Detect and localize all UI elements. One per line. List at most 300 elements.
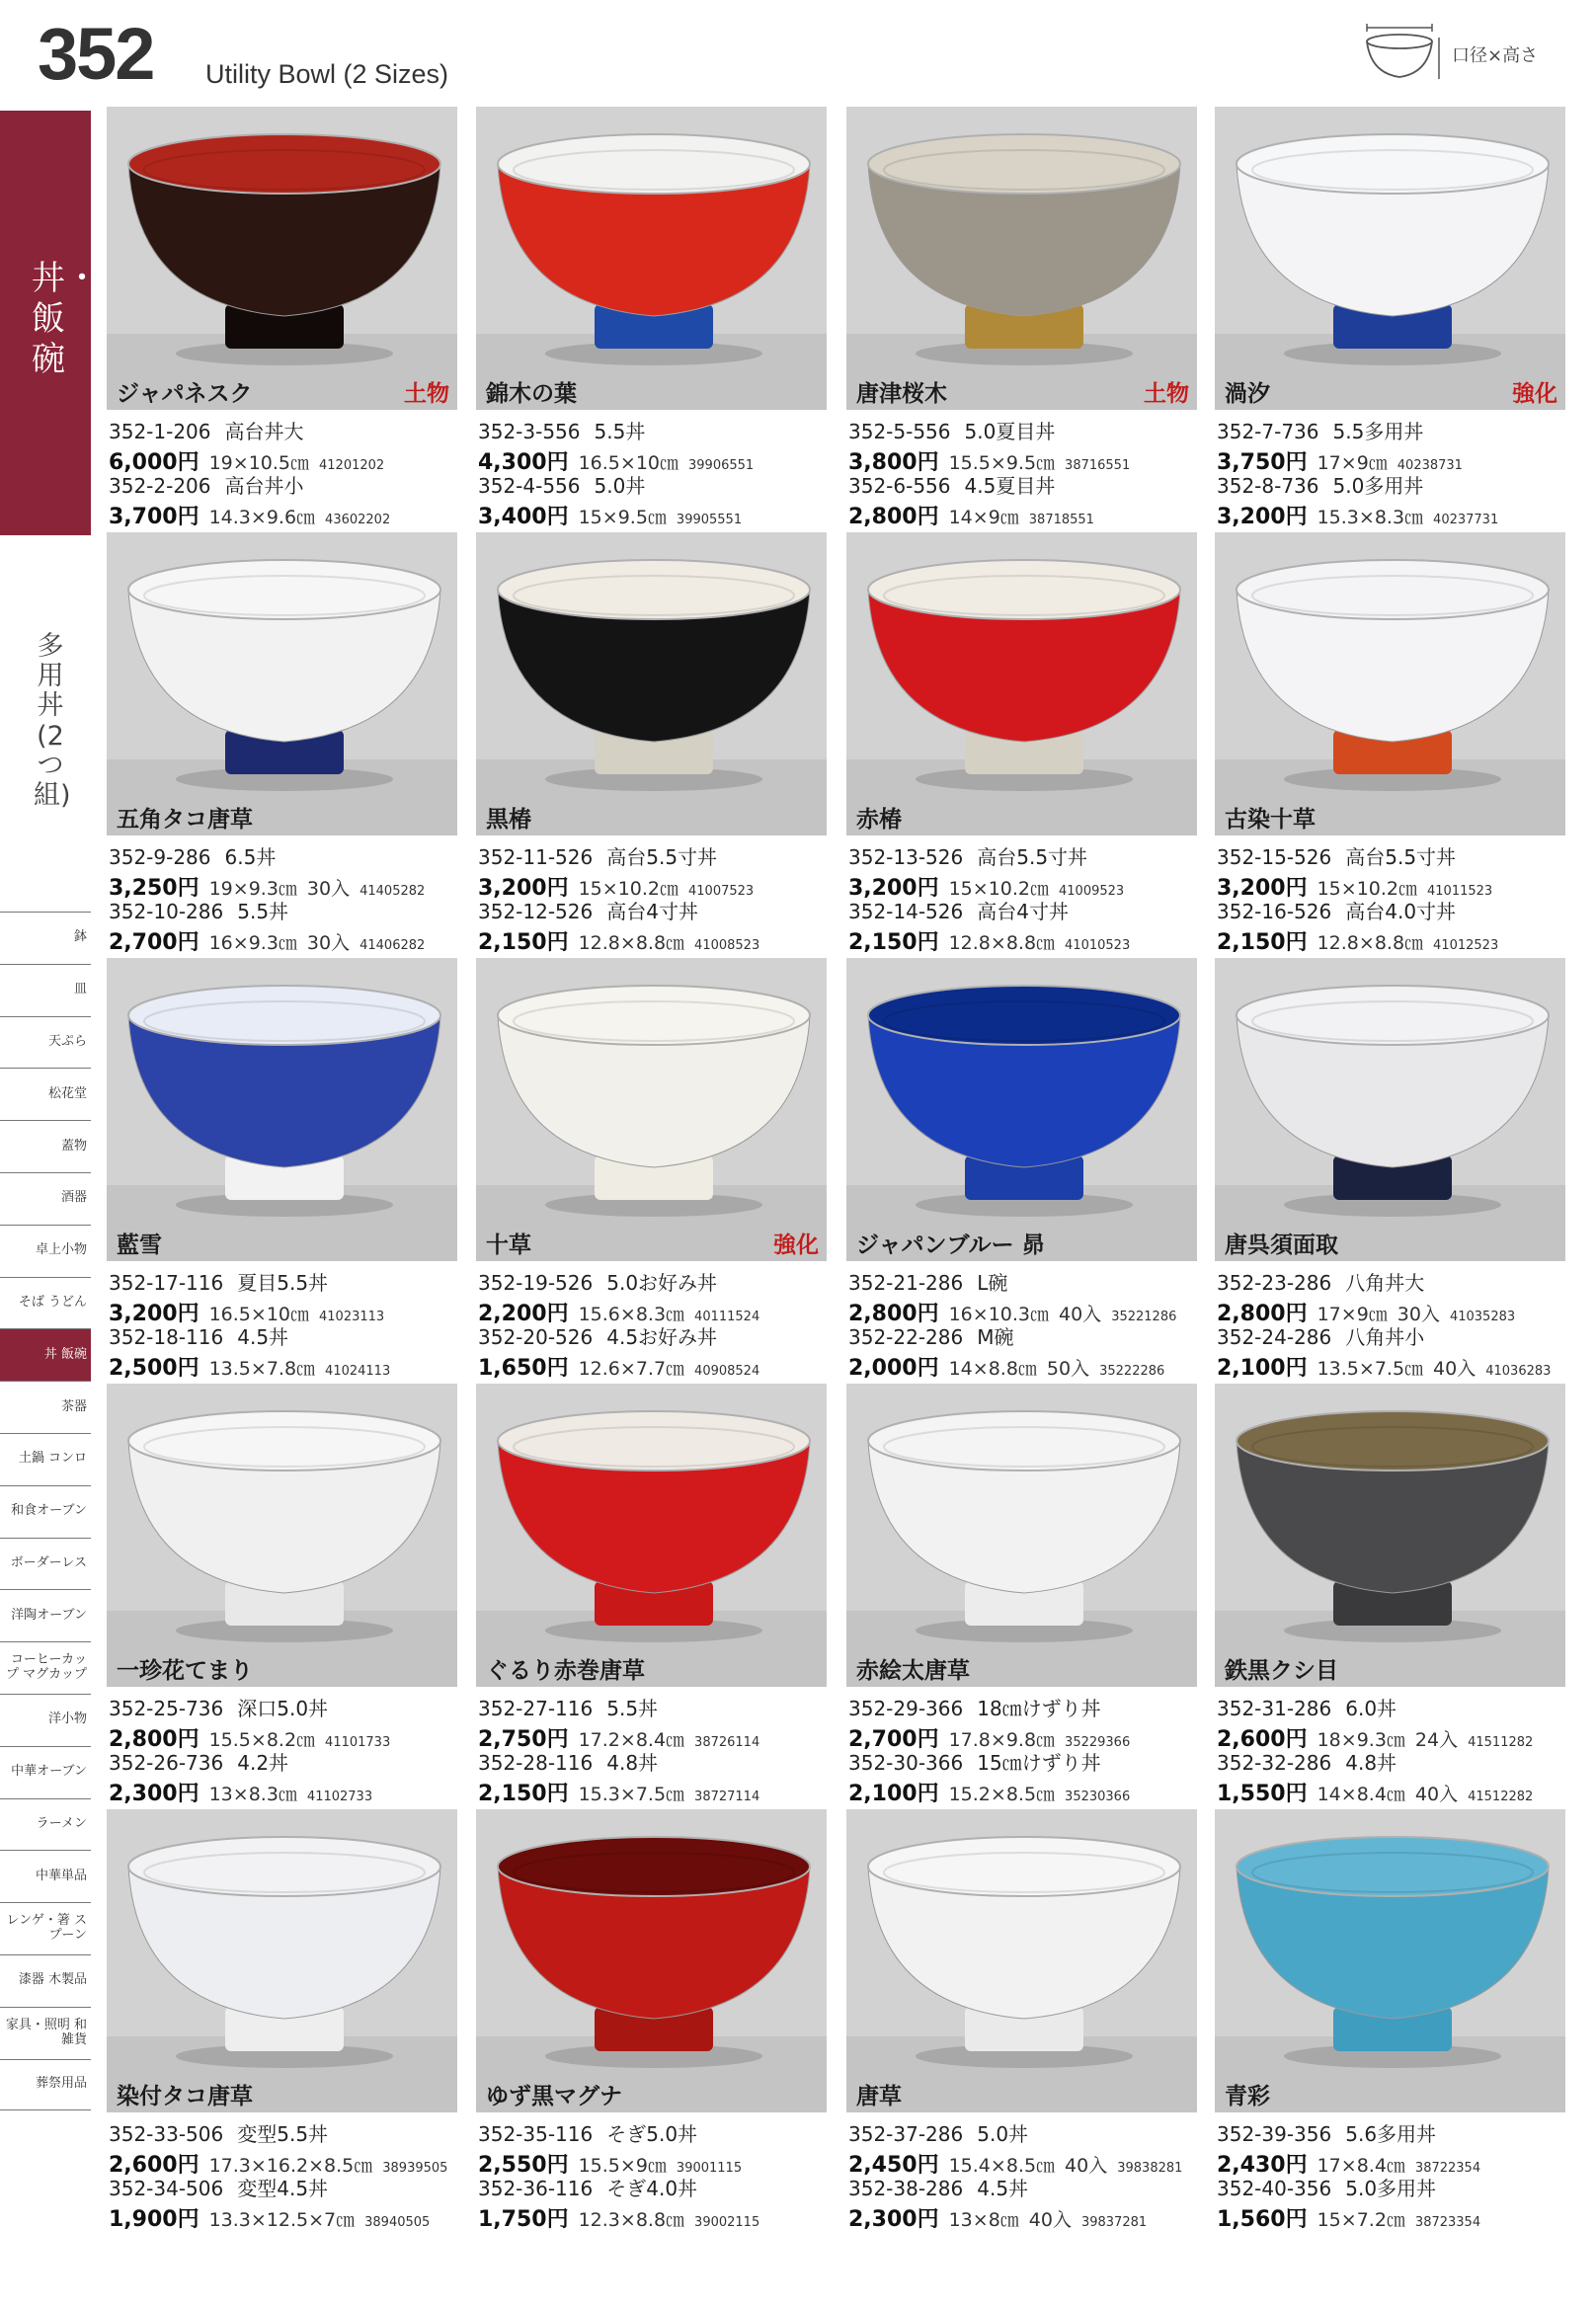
product-variant [1217,416,1572,476]
sidebar-index-item[interactable]: ラーメン [0,1798,91,1851]
product-card[interactable] [846,1384,1197,1808]
product-card[interactable] [1215,1809,1565,2234]
variant-code: 352-20-526 [478,1325,594,1349]
variant-code: 352-30-366 [848,1751,964,1775]
product-photo[interactable] [476,1384,827,1687]
variant-description: 高台5.5寸丼 [1345,845,1457,869]
variant-price: 4,300円 [478,450,569,475]
variant-description: 4.8丼 [1345,1751,1397,1775]
product-variant [1217,2173,1572,2233]
variant-description: 高台5.5寸丼 [606,845,718,869]
variant-size: 13.5×7.8㎝ [208,1358,316,1380]
product-variant [478,2173,834,2233]
sidebar-index-item[interactable]: 漆器 木製品 [0,1954,91,2007]
variant-description: 5.0丼 [977,2122,1029,2146]
variant-size: 15.6×8.3㎝ [578,1304,685,1325]
variant-size: 13.5×7.5㎝ [1317,1358,1424,1380]
variant-product-code: 41010523 [1065,938,1131,953]
bowl-dimension-icon [1357,22,1446,91]
variant-pack-quantity: 40入 [1028,2209,1072,2231]
variant-product-code: 39905551 [676,513,743,527]
product-card[interactable] [476,1384,827,1808]
product-variant [478,470,834,530]
variant-size: 12.8×8.8㎝ [948,932,1056,954]
variant-code: 352-23-286 [1217,1271,1332,1295]
variant-size: 16.5×10㎝ [208,1304,309,1325]
variant-description: 4.2丼 [237,1751,289,1775]
variant-product-code: 41024113 [325,1364,391,1379]
product-variant [109,1747,464,1807]
product-photo[interactable] [476,958,827,1261]
sidebar-index-item[interactable]: 卓上小物 [0,1225,91,1277]
variant-code: 352-1-206 [109,420,211,443]
page-number: 352 [38,13,154,95]
variant-price: 3,200円 [848,876,939,901]
product-variant [1217,470,1572,530]
variant-description: 変型4.5丼 [237,2177,329,2200]
product-variant [478,2118,834,2179]
sidebar-index-item[interactable]: 中華オーブン [0,1746,91,1798]
variant-price: 3,200円 [109,1302,200,1326]
variant-size: 14×9㎝ [948,507,1019,528]
product-variant [109,1321,464,1382]
product-card[interactable] [107,958,457,1383]
variant-product-code: 40908524 [694,1364,760,1379]
product-photo[interactable] [846,1384,1197,1687]
product-variant [848,470,1204,530]
variant-size: 15×10.2㎝ [578,878,678,900]
variant-code: 352-11-526 [478,845,594,869]
variant-size: 16.5×10㎝ [578,452,678,474]
variant-product-code: 38716551 [1065,458,1131,473]
sidebar-index-item[interactable]: 家具・照明 和雑貨 [0,2007,91,2059]
page-title: Utility Bowl (2 Sizes) [205,59,449,89]
product-variant [109,416,464,476]
variant-description: 5.6多用丼 [1345,2122,1437,2146]
variant-size: 17.2×8.4㎝ [578,1729,685,1751]
product-photo[interactable] [846,532,1197,835]
variant-code: 352-34-506 [109,2177,224,2200]
product-variant [109,2118,464,2179]
variant-size: 15.4×8.5㎝ [948,2155,1056,2177]
product-card[interactable] [1215,1384,1565,1808]
variant-size: 17×8.4㎝ [1317,2155,1405,2177]
variant-code: 352-10-286 [109,900,224,923]
sidebar-index-item[interactable]: 土鍋 コンロ [0,1433,91,1485]
dimension-legend [1357,22,1555,91]
bowl-illustration [107,107,457,410]
variant-price: 3,400円 [478,505,569,529]
variant-code: 352-27-116 [478,1697,594,1720]
variant-price: 2,430円 [1217,2153,1308,2178]
variant-product-code: 41101733 [325,1735,391,1750]
variant-description: 5.0多用丼 [1345,2177,1437,2200]
variant-code: 352-8-736 [1217,474,1319,498]
bowl-illustration [107,1809,457,2112]
variant-product-code: 41007523 [688,884,755,899]
variant-price: 1,750円 [478,2207,569,2232]
product-card[interactable] [1215,532,1565,957]
product-variant [478,1267,834,1327]
sidebar-index-item[interactable]: ボーダーレス [0,1538,91,1590]
variant-code: 352-9-286 [109,845,211,869]
variant-size: 15×9.5㎝ [578,507,667,528]
product-variant [109,841,464,902]
bowl-illustration [1215,1809,1565,2112]
product-photo[interactable] [107,1384,457,1687]
variant-product-code: 40237731 [1433,513,1499,527]
sidebar-index-item[interactable]: 天ぷら [0,1016,91,1069]
variant-product-code: 41036283 [1485,1364,1552,1379]
variant-description: 変型5.5丼 [237,2122,329,2146]
variant-price: 2,150円 [848,930,939,955]
variant-price: 2,100円 [848,1782,939,1806]
sidebar-index-item[interactable]: 鉢 [0,912,91,964]
bowl-illustration [107,532,457,835]
variant-code: 352-15-526 [1217,845,1332,869]
variant-product-code: 41201202 [319,458,385,473]
product-card[interactable] [846,107,1197,531]
variant-size: 12.8×8.8㎝ [578,932,685,954]
product-name: ジャパンブルー 昴 [856,1233,1045,1258]
variant-product-code: 41011523 [1427,884,1493,899]
variant-pack-quantity: 30入 [306,878,351,900]
variant-product-code: 39838281 [1117,2161,1183,2176]
variant-price: 6,000円 [109,450,200,475]
variant-product-code: 35229366 [1065,1735,1131,1750]
variant-size: 15×10.2㎝ [1317,878,1417,900]
variant-pack-quantity: 40入 [1065,2155,1108,2177]
variant-code: 352-24-286 [1217,1325,1332,1349]
variant-product-code: 35222286 [1099,1364,1165,1379]
variant-price: 2,700円 [109,930,200,955]
product-variant [478,416,834,476]
variant-product-code: 39002115 [694,2215,760,2230]
sidebar-index-item[interactable]: 茶器 [0,1381,91,1433]
variant-code: 352-6-556 [848,474,951,498]
product-photo[interactable] [1215,1809,1565,2112]
product-tag: 強化 [1512,381,1557,407]
product-card[interactable] [1215,958,1565,1383]
variant-size: 12.3×8.8㎝ [578,2209,685,2231]
variant-size: 15.5×9㎝ [578,2155,667,2177]
bowl-illustration [476,1384,827,1687]
variant-price: 2,600円 [109,2153,200,2178]
product-name: 五角タコ唐草 [117,807,253,833]
product-tag: 土物 [404,381,449,407]
variant-description: 5.0多用丼 [1332,474,1424,498]
variant-size: 17.3×16.2×8.5㎝ [208,2155,373,2177]
variant-product-code: 41023113 [319,1310,385,1324]
product-card[interactable] [476,107,827,531]
variant-price: 2,200円 [478,1302,569,1326]
variant-pack-quantity: 40入 [1433,1358,1476,1380]
category-tab [0,111,99,535]
variant-price: 2,550円 [478,2153,569,2178]
product-variant [109,1693,464,1753]
variant-price: 3,200円 [1217,876,1308,901]
variant-price: 2,750円 [478,1727,569,1752]
bowl-illustration [1215,958,1565,1261]
variant-code: 352-12-526 [478,900,594,923]
sidebar-index-item[interactable]: 洋小物 [0,1694,91,1746]
variant-size: 15.2×8.5㎝ [948,1784,1056,1805]
product-variant [1217,896,1572,956]
variant-price: 3,800円 [848,450,939,475]
variant-code: 352-14-526 [848,900,964,923]
product-variant [1217,2118,1572,2179]
category-index [0,912,91,2110]
product-variant [848,1321,1204,1382]
product-name: 一珍花てまり [117,1658,253,1684]
variant-code: 352-5-556 [848,420,951,443]
product-name: 藍雪 [117,1233,162,1258]
variant-price: 3,700円 [109,505,200,529]
variant-size: 14×8.4㎝ [1317,1784,1405,1805]
product-variant [478,896,834,956]
variant-code: 352-18-116 [109,1325,224,1349]
variant-description: 八角丼大 [1345,1271,1425,1295]
product-name: 十草 [486,1233,531,1258]
product-photo[interactable] [1215,107,1565,410]
product-variant [848,841,1204,902]
product-card[interactable] [107,532,457,957]
variant-pack-quantity: 30入 [1396,1304,1440,1325]
variant-description: 5.5丼 [237,900,289,923]
variant-code: 352-33-506 [109,2122,224,2146]
variant-code: 352-37-286 [848,2122,964,2146]
variant-price: 2,800円 [848,1302,939,1326]
sidebar-index-item[interactable]: 中華単品 [0,1850,91,1902]
variant-product-code: 41008523 [694,938,760,953]
variant-product-code: 38727114 [694,1790,760,1804]
variant-price: 2,700円 [848,1727,939,1752]
product-name: 黒椿 [486,807,531,833]
product-name: 渦汐 [1225,381,1270,407]
sidebar-index-item[interactable]: 洋陶オーブン [0,1589,91,1641]
product-name: ジャパネスク [117,381,253,407]
variant-product-code: 40111524 [694,1310,760,1324]
product-name: 染付タコ唐草 [117,2084,253,2109]
variant-size: 15.5×8.2㎝ [208,1729,316,1751]
bowl-illustration [107,1384,457,1687]
product-photo[interactable] [846,1809,1197,2112]
product-card[interactable] [846,1809,1197,2234]
product-photo[interactable] [107,958,457,1261]
product-name: 古染十草 [1225,807,1316,833]
product-card[interactable] [107,1384,457,1808]
variant-description: 高台4寸丼 [606,900,698,923]
product-variant [478,841,834,902]
product-card[interactable] [846,532,1197,957]
product-name: 鉄黒クシ目 [1225,1658,1338,1684]
variant-size: 17.8×9.8㎝ [948,1729,1056,1751]
product-card[interactable] [1215,107,1565,531]
variant-product-code: 38940505 [364,2215,431,2230]
product-card[interactable] [107,1809,457,2234]
product-name: 唐草 [856,2084,902,2109]
variant-description: 5.0お好み丼 [606,1271,718,1295]
variant-code: 352-28-116 [478,1751,594,1775]
variant-price: 2,150円 [1217,930,1308,955]
variant-description: 夏目5.5丼 [237,1271,329,1295]
sidebar-index-item[interactable]: 和食オーブン [0,1485,91,1538]
variant-code: 352-22-286 [848,1325,964,1349]
variant-description: 6.5丼 [224,845,277,869]
variant-price: 2,150円 [478,930,569,955]
product-tag: 強化 [773,1233,819,1258]
variant-price: 3,750円 [1217,450,1308,475]
bowl-illustration [846,107,1197,410]
product-name: 錦木の葉 [486,381,577,407]
variant-description: M碗 [977,1325,1014,1349]
variant-code: 352-4-556 [478,474,581,498]
product-photo[interactable] [107,1809,457,2112]
variant-product-code: 35221286 [1111,1310,1177,1324]
product-variant [1217,1267,1572,1327]
product-variant [478,1693,834,1753]
sidebar-index-item[interactable]: 酒器 [0,1172,91,1225]
variant-price: 2,100円 [1217,1356,1308,1381]
variant-description: そぎ4.0丼 [606,2177,698,2200]
product-photo[interactable] [107,532,457,835]
variant-price: 2,300円 [848,2207,939,2232]
product-photo[interactable] [476,1809,827,2112]
variant-product-code: 39001115 [676,2161,743,2176]
variant-code: 352-21-286 [848,1271,964,1295]
variant-code: 352-32-286 [1217,1751,1332,1775]
variant-description: 高台4.0寸丼 [1345,900,1457,923]
variant-description: 深口5.0丼 [237,1697,329,1720]
sidebar-index-item[interactable]: レンゲ・箸 スプーン [0,1902,91,1954]
product-variant [1217,1747,1572,1807]
bowl-illustration [846,1809,1197,2112]
variant-price: 2,500円 [109,1356,200,1381]
variant-description: 高台丼大 [224,420,304,443]
variant-product-code: 39837281 [1080,2215,1148,2230]
variant-description: 5.0丼 [594,474,646,498]
variant-size: 15×7.2㎝ [1317,2209,1405,2231]
bowl-illustration [476,1809,827,2112]
variant-price: 1,650円 [478,1356,569,1381]
sidebar-index-item[interactable]: コーヒーカップ マグカップ [0,1641,91,1694]
variant-description: 4.5丼 [237,1325,289,1349]
variant-description: そぎ5.0丼 [606,2122,698,2146]
product-photo[interactable] [1215,532,1565,835]
sidebar-index-item[interactable]: 松花堂 [0,1068,91,1120]
product-photo[interactable] [846,958,1197,1261]
variant-size: 16×10.3㎝ [948,1304,1049,1325]
variant-price: 2,800円 [1217,1302,1308,1326]
variant-description: 5.0夏目丼 [964,420,1056,443]
product-variant [848,416,1204,476]
product-name: 赤絵太唐草 [856,1658,970,1684]
variant-product-code: 41405282 [359,884,426,899]
product-variant [848,2118,1204,2179]
variant-description: 5.5丼 [594,420,646,443]
product-photo[interactable] [1215,1384,1565,1687]
category-tab-label: 丼・飯碗 [32,259,99,379]
bowl-illustration [1215,532,1565,835]
sidebar-index-item[interactable]: 丼 飯碗 [0,1328,91,1381]
variant-product-code: 38726114 [694,1735,760,1750]
sidebar-index-item[interactable]: 皿 [0,964,91,1016]
variant-price: 1,900円 [109,2207,200,2232]
variant-price: 2,600円 [1217,1727,1308,1752]
variant-description: 5.5丼 [606,1697,659,1720]
variant-product-code: 38939505 [382,2161,448,2176]
variant-pack-quantity: 40入 [1059,1304,1102,1325]
variant-description: 4.5夏目丼 [964,474,1056,498]
variant-product-code: 38718551 [1028,513,1094,527]
product-photo[interactable] [107,107,457,410]
variant-product-code: 35230366 [1065,1790,1131,1804]
product-card[interactable] [846,958,1197,1383]
variant-size: 12.6×7.7㎝ [578,1358,685,1380]
variant-code: 352-40-356 [1217,2177,1332,2200]
variant-code: 352-17-116 [109,1271,224,1295]
product-name: 赤椿 [856,807,902,833]
product-card[interactable] [476,958,827,1383]
product-card[interactable] [476,1809,827,2234]
product-card[interactable] [107,107,457,531]
variant-price: 3,200円 [478,876,569,901]
product-photo[interactable] [1215,958,1565,1261]
variant-code: 352-7-736 [1217,420,1319,443]
variant-pack-quantity: 24入 [1414,1729,1459,1751]
product-photo[interactable] [476,532,827,835]
product-variant [478,1321,834,1382]
product-photo[interactable] [846,107,1197,410]
product-name: ぐるり赤巻唐草 [486,1658,645,1684]
product-name: 唐呉須面取 [1225,1233,1338,1258]
sidebar-index-item[interactable]: そば うどん [0,1277,91,1329]
variant-code: 352-2-206 [109,474,211,498]
variant-product-code: 41035283 [1449,1310,1516,1324]
variant-price: 2,150円 [478,1782,569,1806]
variant-product-code: 40238731 [1396,458,1463,473]
product-variant [848,2173,1204,2233]
product-photo[interactable] [476,107,827,410]
variant-size: 18×9.3㎝ [1317,1729,1405,1751]
variant-description: 4.5お好み丼 [606,1325,718,1349]
product-variant [848,896,1204,956]
sidebar-index-item[interactable]: 蓋物 [0,1120,91,1172]
variant-size: 19×10.5㎝ [208,452,309,474]
sidebar-index-item[interactable]: 葬祭用品 [0,2059,91,2111]
bowl-illustration [846,1384,1197,1687]
product-name: 青彩 [1225,2084,1270,2109]
variant-pack-quantity: 30入 [306,932,351,954]
variant-description: 15㎝けずり丼 [977,1751,1101,1775]
variant-size: 15.5×9.5㎝ [948,452,1056,474]
variant-code: 352-35-116 [478,2122,594,2146]
variant-code: 352-36-116 [478,2177,594,2200]
product-tag: 土物 [1144,381,1189,407]
product-card[interactable] [476,532,827,957]
variant-code: 352-31-286 [1217,1697,1332,1720]
variant-price: 1,560円 [1217,2207,1308,2232]
variant-code: 352-16-526 [1217,900,1332,923]
variant-product-code: 38723354 [1414,2215,1481,2230]
variant-size: 19×9.3㎝ [208,878,297,900]
product-variant [478,1747,834,1807]
variant-price: 2,800円 [109,1727,200,1752]
variant-description: 八角丼小 [1345,1325,1425,1349]
variant-pack-quantity: 40入 [1414,1784,1459,1805]
variant-description: 高台4寸丼 [977,900,1069,923]
product-variant [848,1267,1204,1327]
